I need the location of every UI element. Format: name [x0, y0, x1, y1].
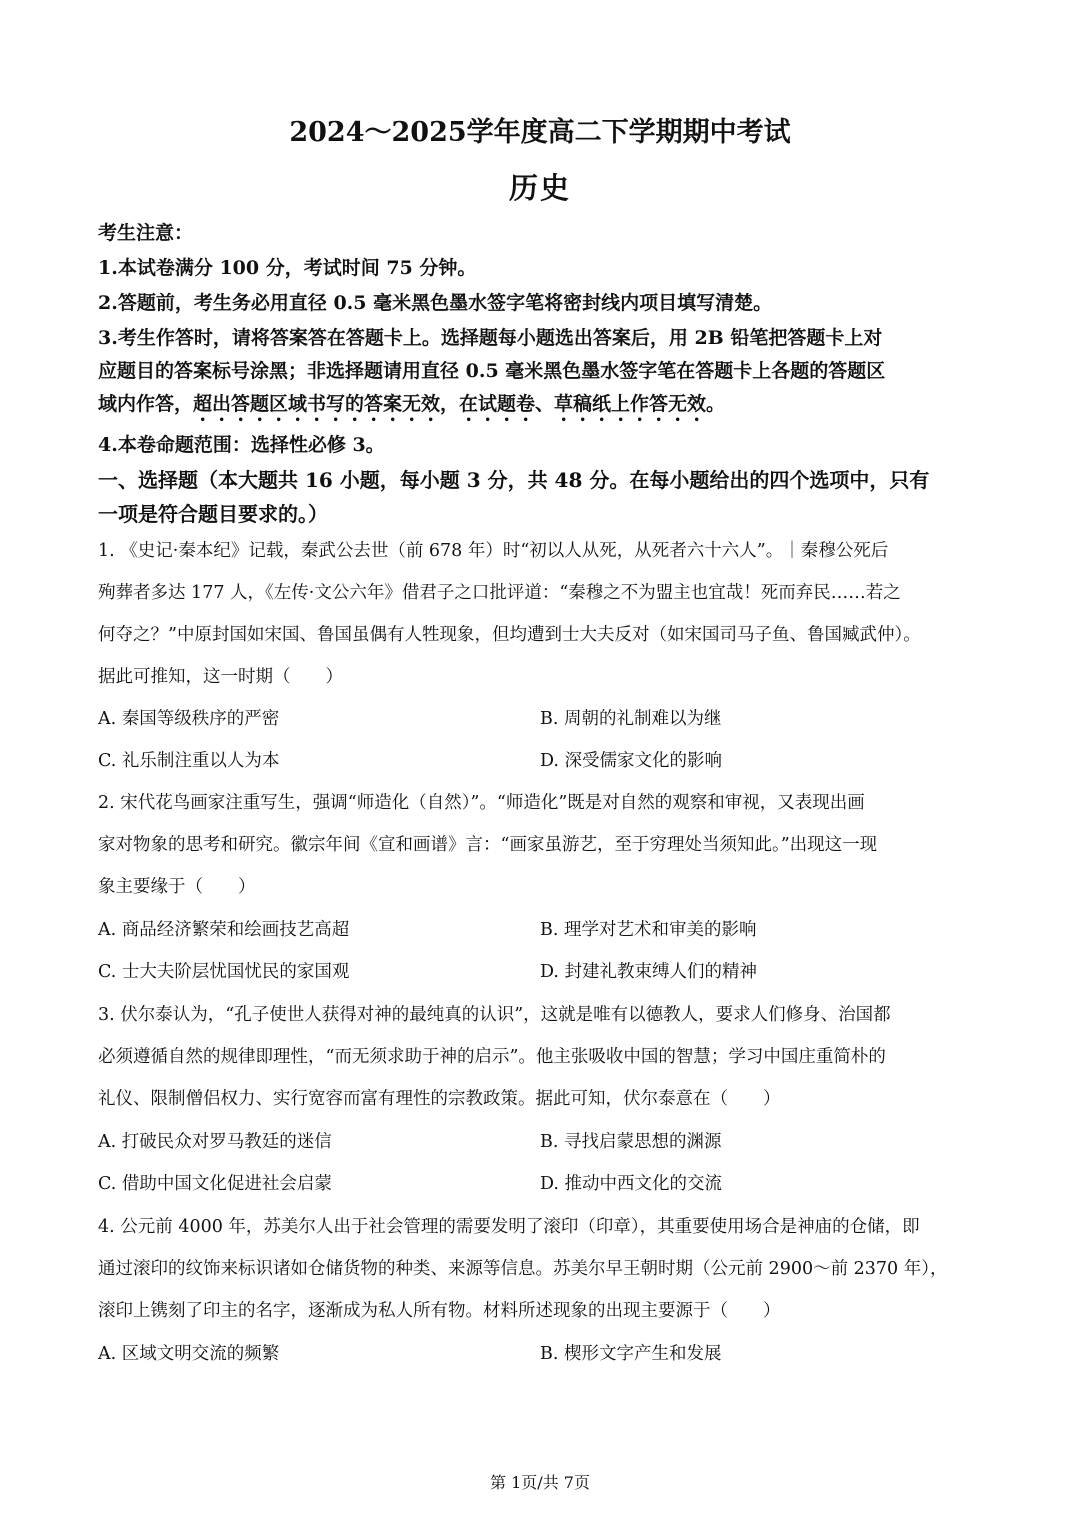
question-2-option-a: A. 商品经济繁荣和绘画技艺高超: [98, 920, 350, 940]
question-1-line-2: 殉葬者多达 177 人，《左传·文公六年》借君子之口批评道：“秦穆之不为盟主也宜哉！死而弃民……若之: [98, 583, 901, 603]
question-3-option-d: D. 推动中西文化的交流: [540, 1174, 723, 1194]
question-4-line-3: 滚印上镌刻了印主的名字，逐渐成为私人所有物。材料所述现象的出现主要源于（ ）: [98, 1301, 781, 1321]
notice-item-3-line-3-start: 域内作答，: [98, 393, 194, 415]
notice-item-3-line-3: [98, 389, 988, 426]
section-heading-line-1: 一、选择题（本大题共 16 小题，每小题 3 分，共 48 分。在每小题给出的四个选项中，只有: [98, 468, 930, 492]
notice-heading: 考生注意：: [98, 222, 194, 244]
exam-title: 2024～2025学年度高二下学期期中考试: [289, 117, 791, 148]
question-1-option-d: D. 深受儒家文化的影响: [540, 751, 723, 771]
question-4-line-1: 4. 公元前 4000 年，苏美尔人出于社会管理的需要发明了滚印（印章），其重要使用场合是神庙的仓储，即: [98, 1217, 920, 1237]
question-1-option-c: C. 礼乐制注重以人为本: [98, 751, 280, 771]
page-number: 第 1页/共 7页: [490, 1473, 590, 1492]
question-1-line-3: 何夺之？”中原封国如宋国、鲁国虽偶有人牲现象，但均遭到士大夫反对（如宋国司马子鱼、鲁国臧武仲）。: [98, 625, 921, 645]
question-2-line-3: 象主要缘于（ ）: [98, 877, 256, 897]
question-2-line-2: 家对物象的思考和研究。徽宗年间《宣和画谱》言：“画家虽游艺，至于穷理处当须知此。”出现这一现: [98, 835, 878, 855]
question-1-line-1: 1. 《史记·秦本纪》记载，秦武公去世（前 678 年）时“初以人从死，从死者六十六人”。｜秦穆公死后: [98, 541, 889, 561]
question-2-line-1: 2. 宋代花鸟画家注重写生，强调“师造化（自然）”。“师造化”既是对自然的观察和审视，又表现出画: [98, 793, 865, 813]
question-3-line-3: 礼仪、限制僧侣权力、实行宽容而富有理性的宗教政策。据此可知，伏尔泰意在（ ）: [98, 1089, 781, 1109]
question-3-option-a: A. 打破民众对罗马教廷的迷信: [98, 1132, 332, 1152]
question-3-option-b: B. 寻找启蒙思想的渊源: [540, 1132, 722, 1152]
notice-emphasis-text: 超出答题区域书写的答案无效，在试题卷、草稿纸上作答无效: [193, 393, 707, 415]
question-3-line-2: 必须遵循自然的规律即理性，“而无须求助于神的启示”。他主张吸收中国的智慧；学习中国庄重简朴的: [98, 1047, 886, 1067]
question-1-option-a: A. 秦国等级秩序的严密: [98, 709, 280, 729]
question-1-line-4: 据此可推知，这一时期（ ）: [98, 667, 343, 687]
notice-item-3-line-3-end: 。: [706, 393, 726, 415]
notice-item-3-line-1: 3.考生作答时，请将答案答在答题卡上。选择题每小题选出答案后，用 2B 铅笔把答题卡上对: [98, 327, 883, 349]
question-3-line-1: 3. 伏尔泰认为，“孔子使世人获得对神的最纯真的认识”，这就是唯有以德教人，要求人们修身、治国都: [98, 1005, 891, 1025]
question-2-option-b: B. 理学对艺术和审美的影响: [540, 920, 757, 940]
question-3-option-c: C. 借助中国文化促进社会启蒙: [98, 1174, 332, 1194]
section-heading-line-2: 一项是符合题目要求的。）: [98, 502, 328, 526]
question-4-line-2: 通过滚印的纹饰来标识诸如仓储货物的种类、来源等信息。苏美尔早王朝时期（公元前 2900～前 2370 年），: [98, 1259, 948, 1279]
notice-item-1: 1.本试卷满分 100 分，考试时间 75 分钟。: [98, 257, 477, 279]
subject-title: 历史: [508, 171, 571, 205]
question-4-option-a: A. 区域文明交流的频繁: [98, 1344, 280, 1364]
question-2-option-c: C. 士大夫阶层忧国忧民的家国观: [98, 962, 350, 982]
notice-item-2: 2.答题前，考生务必用直径 0.5 毫米黑色墨水签字笔将密封线内项目填写清楚。: [98, 292, 773, 314]
question-1-option-b: B. 周朝的礼制难以为继: [540, 709, 722, 729]
notice-item-4: 4.本卷命题范围：选择性必修 3。: [98, 434, 385, 456]
notice-item-3-line-2: 应题目的答案标号涂黑；非选择题请用直径 0.5 毫米黑色墨水签字笔在答题卡上各题的答题区: [98, 360, 886, 382]
question-2-option-d: D. 封建礼教束缚人们的精神: [540, 962, 758, 982]
question-4-option-b: B. 楔形文字产生和发展: [540, 1344, 722, 1364]
